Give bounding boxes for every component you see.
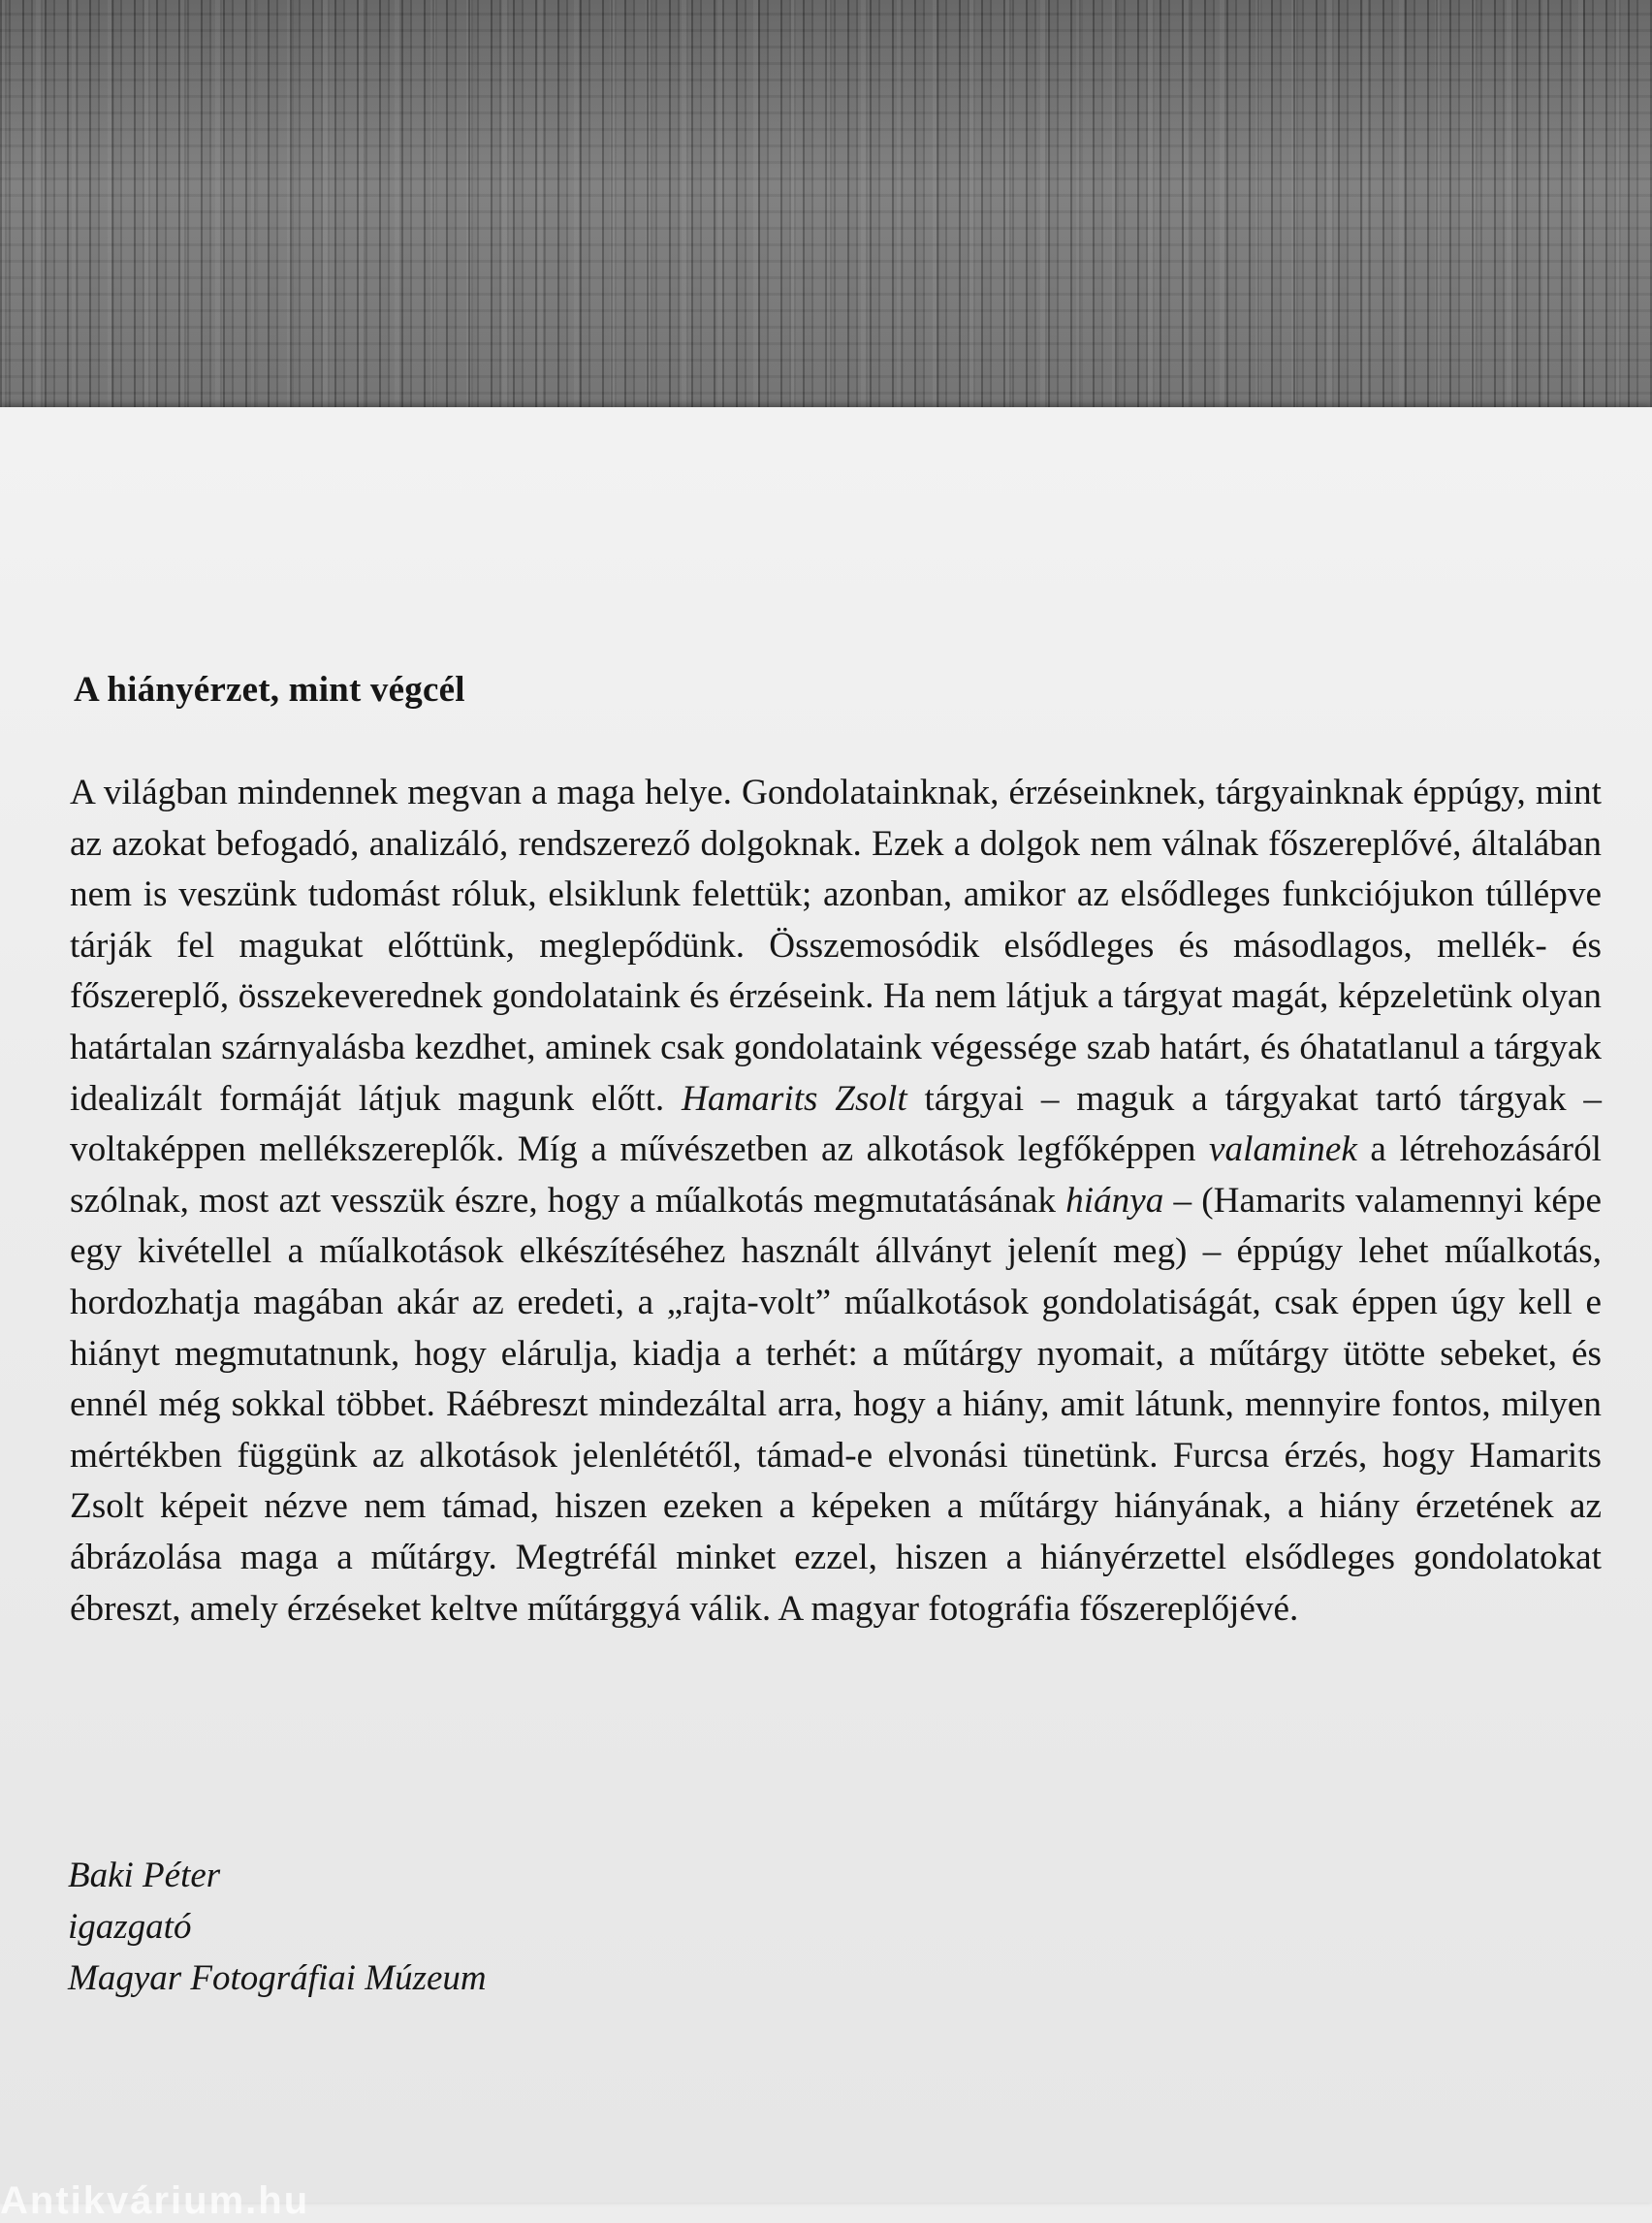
paragraph-segment: tárgyai – maguk a tárgyakat tartó tárgyak – voltaképpen mellékszereplők. Míg a művészetben az alkotások legfőképpen	[70, 1078, 1603, 1170]
paragraph-segment: – (Hamarits valamennyi képe egy kivétellel a műalkotások elkészítéséhez használt állványt jelenít meg) – éppúgy lehet műalkotás, hordozhatja magában akár az eredeti, a „rajta-volt” műalkotások gondolatiságát, csak éppen úgy kell e hiányt megmutatnunk, hogy elárulja, kiadja a terhét: a műtárgy nyomait, a műtárgy ütötte sebeket, és ennél még sokkal többet. Ráébreszt mindezáltal arra, hogy a hiány, amit látunk, mennyire fontos, milyen mértékben függünk az alkotások jelenlététől, támad-e elvonási tünetünk. Furcsa érzés, hogy Hamarits Zsolt képeit nézve nem támad, hiszen ezeken a képeken a műtárgy hiányának, a hiány érzetének az ábrázolása maga a műtárgy. Megtréfál minket ezzel, hiszen a hiányérzettel elsődleges gondolatokat ébreszt, amely érzéseket keltve műtárggyá válik. A magyar fotográfia főszereplőjévé.	[70, 1180, 1602, 1629]
watermark: Antikvárium.hu	[0, 2179, 310, 2222]
signature-block	[68, 1850, 487, 2004]
paragraph-emphasis-hianya: hiánya	[1065, 1180, 1164, 1221]
author-name: Baki Péter	[68, 1856, 221, 1895]
paragraph-emphasis-hamarits: Hamarits Zsolt	[682, 1078, 907, 1119]
author-role: igazgató	[68, 1907, 192, 1947]
body-paragraph	[70, 768, 1602, 1635]
paragraph-emphasis-valaminek: valaminek	[1209, 1129, 1357, 1170]
paragraph-segment: A világban mindennek megvan a maga helye. Gondolatainknak, érzéseinknek, tárgyainknak éppúgy, mint az azokat befogadó, analizáló, rendszerező dolgoknak. Ezek a dolgok nem válnak főszereplővé, általában nem is veszünk tudomást róluk, elsiklunk felettük; azonban, amikor az elsődleges funkciójukon túllépve tárják fel magukat előttünk, meglepődünk. Összemosódik elsődleges és másodlagos, mellék- és főszereplő, összekeverednek gondolataink és érzéseink. Ha nem látjuk a tárgyat magát, képzeletünk olyan határtalan szárnyalásba kezdhet, aminek csak gondolataink végessége szab határt, és óhatatlanul a tárgyak idealizált formáját látjuk magunk előtt.	[70, 773, 1602, 1119]
paragraph-segment: a létrehozásáról szólnak, most azt vesszük észre, hogy a műalkotás megmutatásának	[70, 1129, 1602, 1221]
author-organization: Magyar Fotográfiai Múzeum	[68, 1958, 487, 1998]
wooden-table-background	[0, 0, 1652, 411]
page-title: A hiányérzet, mint végcél	[74, 670, 465, 710]
